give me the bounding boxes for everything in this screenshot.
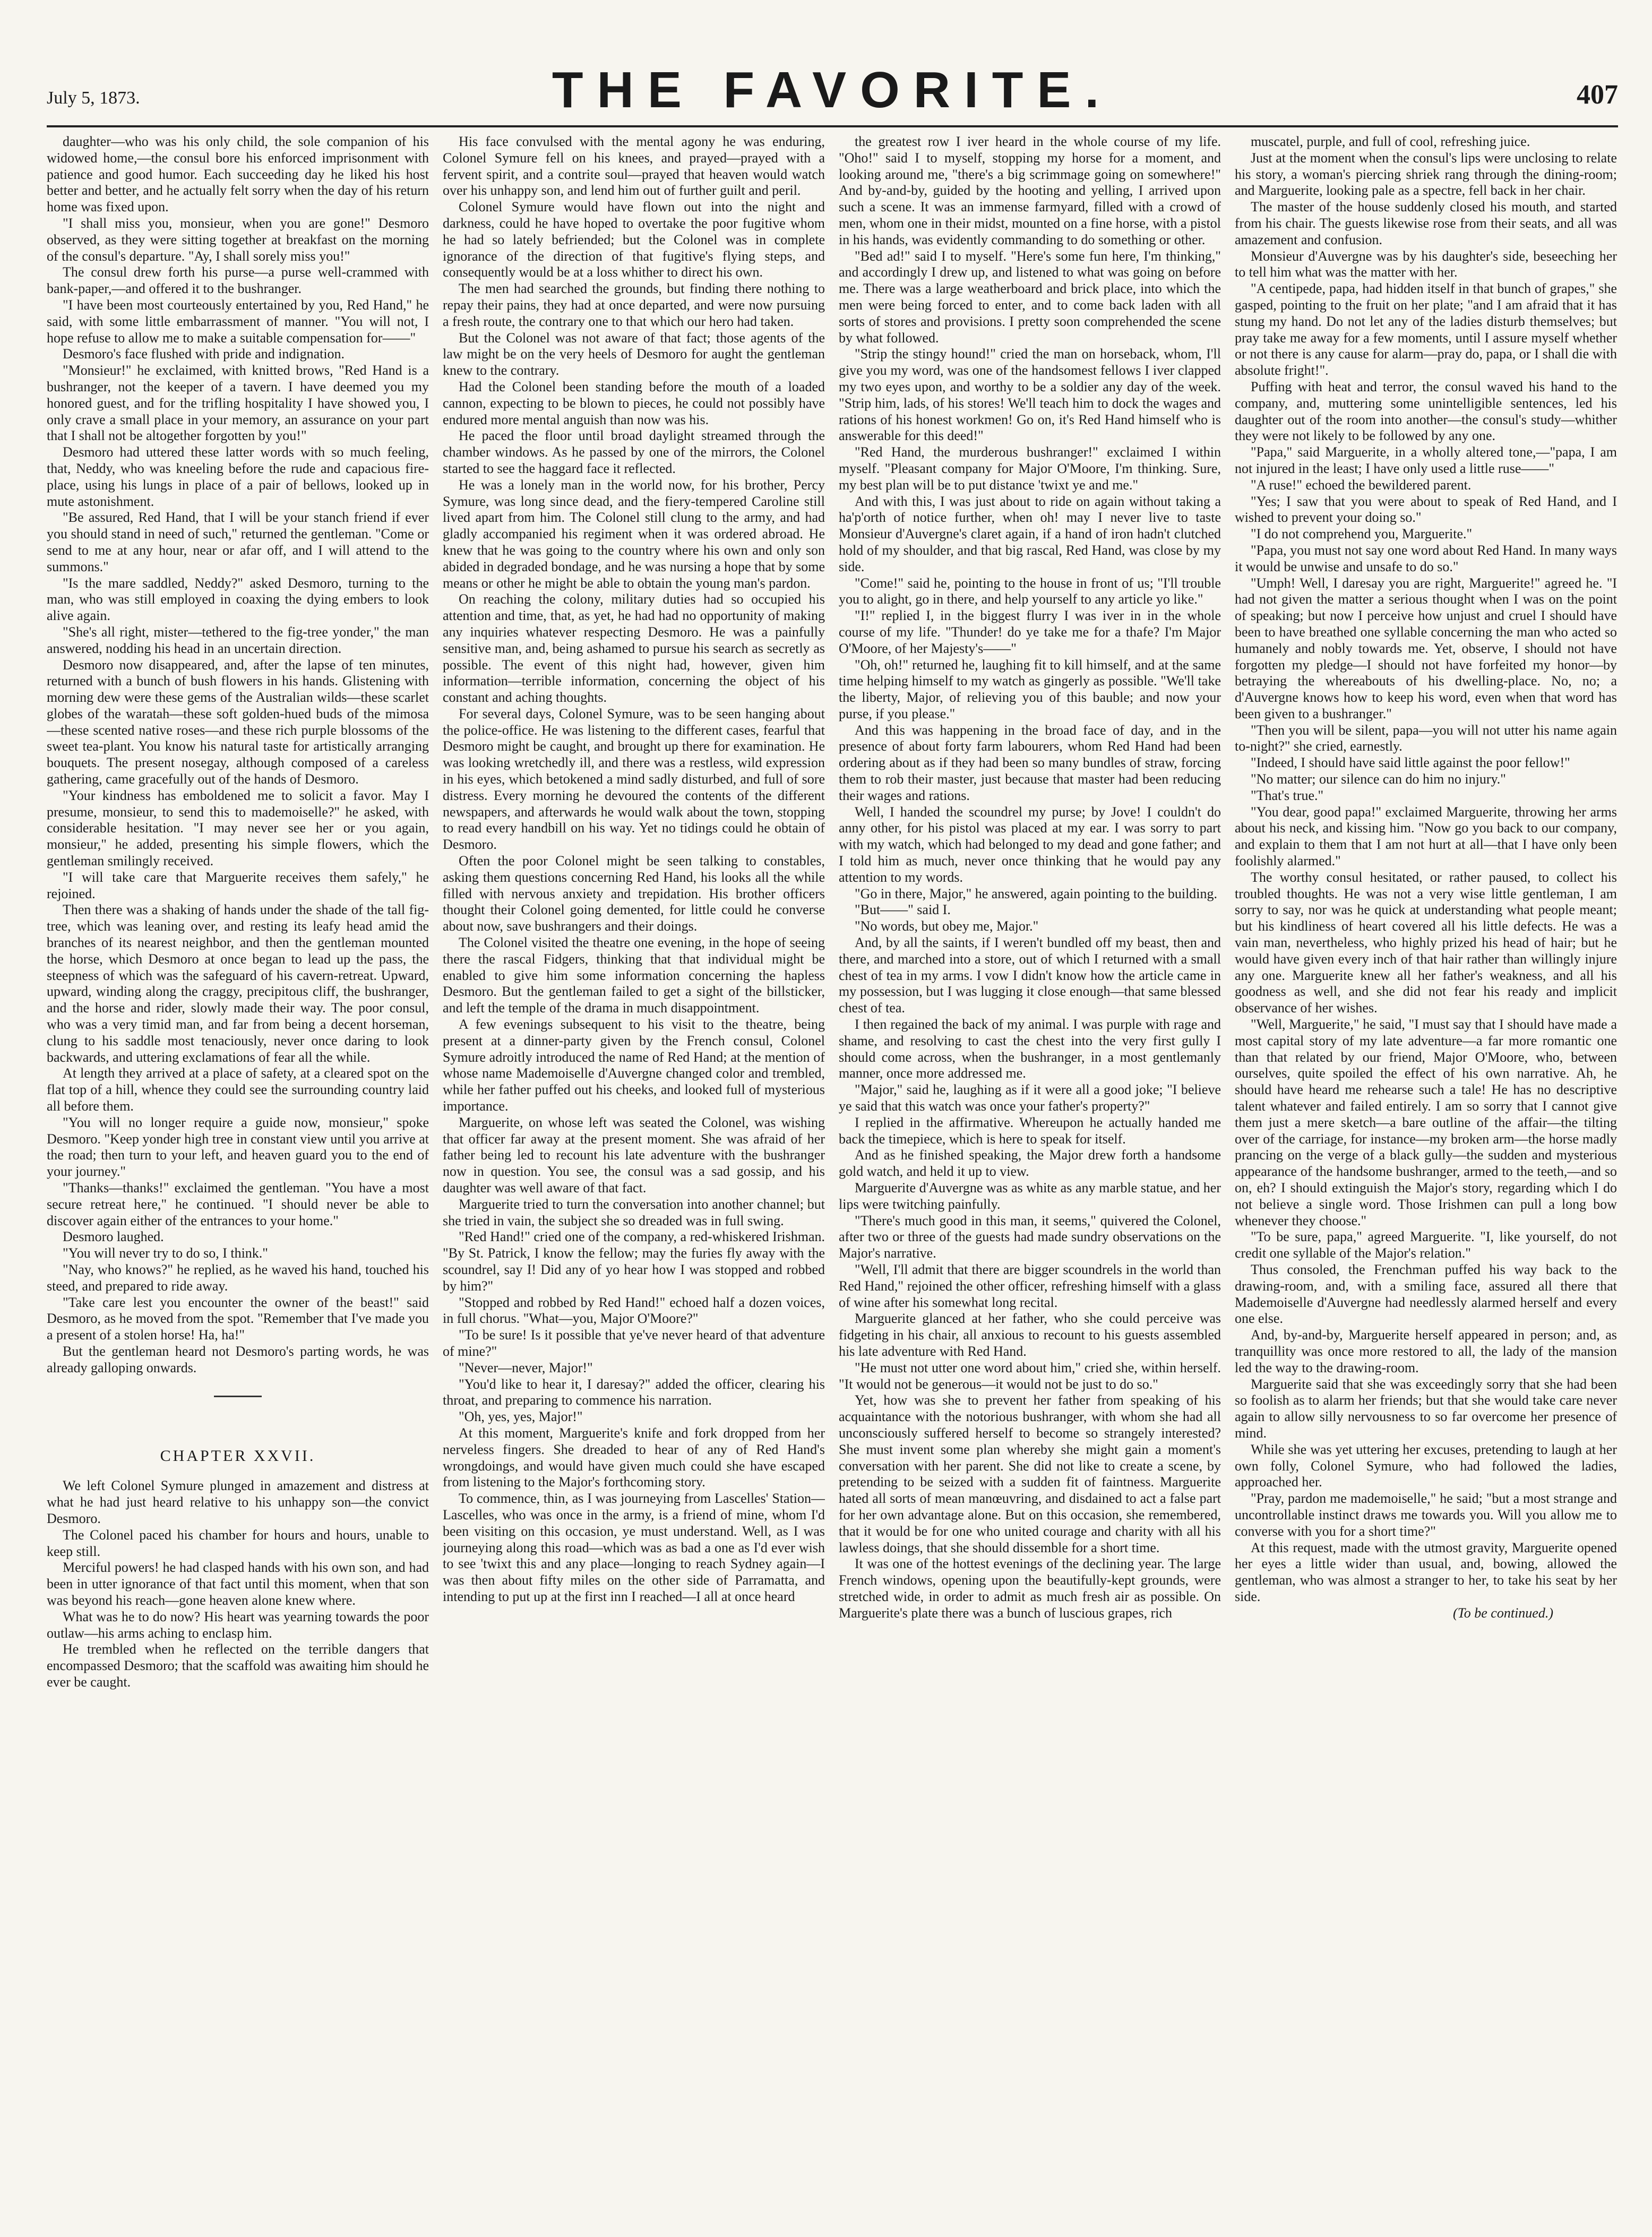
- column-2: [443, 134, 825, 2193]
- paragraph: Often the poor Colonel might be seen talking to constables, asking them questions concerning Red Hand, his looks all the while filled with nervous anxiety and trepidation. His brother officers thought their Colonel going demented, for little could he converse about now, save bushrangers and their doings.: [443, 853, 825, 934]
- paragraph: Desmoro had uttered these latter words with so much feeling, that, Neddy, who was kneeling before the rude and capacious fire-place, using his lungs in place of a pair of bellows, looked up in mute astonishment.: [47, 444, 429, 509]
- paragraph: "He must not utter one word about him," cried she, within herself. "It would not be generous—it would not be just to do so.": [839, 1360, 1221, 1392]
- paragraph: It was one of the hottest evenings of the declining year. The large French windows, opening upon the beautifully-kept grounds, were stretched wide, in order to admit as much fresh air as possible. On Marguerite's plate there was a bunch of luscious grapes, rich: [839, 1556, 1221, 1621]
- paragraph: "Yes; I saw that you were about to speak of Red Hand, and I wished to prevent your doing so.": [1235, 493, 1617, 526]
- paragraph: "Thanks—thanks!" exclaimed the gentleman. "You have a most secure retreat here," he continued. "I should never be able to discover again either of the entrances to your home.": [47, 1180, 429, 1228]
- paragraph: The worthy consul hesitated, or rather paused, to collect his troubled thoughts. He was not a very wise little gentleman, I am sorry to say, nor was he quick at understanding what people meant; but his kindliness of heart covered all his little defects. He was a vain man, nevertheless, who highly prized his head of hair; but he would have given every inch of that hair rather than willingly injure any one. Marguerite knew all her father's weakness, and all his goodness as well, and she did not fear his ready and implicit observance of her wishes.: [1235, 869, 1617, 1016]
- paragraph: The men had searched the grounds, but finding there nothing to repay their pains, they had at once departed, and were now pursuing a fresh route, the contrary one to that which our hero had taken.: [443, 281, 825, 329]
- publication-title: THE FAVORITE.: [552, 62, 1113, 118]
- column-1: [47, 134, 429, 2193]
- paragraph: And, by all the saints, if I weren't bundled off my beast, then and there, and marched into a store, out of which I returned with a small chest of tea in my arms. I vow I didn't know how the article came in my possession, but I was lugging it close enough—that same blessed chest of tea.: [839, 935, 1221, 1016]
- paragraph: And as he finished speaking, the Major drew forth a handsome gold watch, and held it up to view.: [839, 1147, 1221, 1180]
- issue-date: July 5, 1873.: [47, 88, 140, 108]
- paragraph: At this moment, Marguerite's knife and fork dropped from her nerveless fingers. She dreaded to hear of any of Red Hand's wrongdoings, and would have given much could she have escaped from listening to the Major's forthcoming story.: [443, 1425, 825, 1490]
- paragraph: "Papa," said Marguerite, in a wholly altered tone,—"papa, I am not injured in the least; I have only used a little ruse——": [1235, 444, 1617, 476]
- paragraph: "Oh, yes, yes, Major!": [459, 1409, 583, 1425]
- paragraph: Marguerite, on whose left was seated the Colonel, was wishing that officer far away at the present moment. She was afraid of her father being led to recount his late adventure with the bushranger now in question. You see, the consul was a sad gossip, and his daughter was well aware of that fact.: [443, 1114, 825, 1195]
- column-3: [839, 134, 1221, 2193]
- paragraph: "Stopped and robbed by Red Hand!" echoed half a dozen voices, in full chorus. "What—you, Major O'Moore?": [443, 1294, 825, 1327]
- paragraph: "Strip the stingy hound!" cried the man on horseback, whom, I'll give you my word, was one of the handsomest fellows I iver clapped my two eyes upon, and worthy to be a soldier any day of the week. "Strip him, lads, of his stores! We'll teach him to dock the wages and rations of his honest workmen! Go on, it's Red Hand himself who is answerable for this deed!": [839, 346, 1221, 444]
- paragraph: "Oh, oh!" returned he, laughing fit to kill himself, and at the same time helping himself to my watch as gingerly as possible. "We'll take the liberty, Major, of relieving you of this bauble; and now your purse, if you please.": [839, 657, 1221, 721]
- paragraph: For several days, Colonel Symure, was to be seen hanging about the police-office. He was listening to the different cases, fearful that Desmoro might be caught, and brought up there for examination. He was looking wretchedly ill, and there was a restless, wild expression in his eyes, which betokened a mind sadly disturbed, and full of sore distress. Every morning he devoured the contents of the different newspapers, and afterwards he would walk about the town, stopping to read every handbill on his way. Yet no tidings could he obtain of Desmoro.: [443, 705, 825, 853]
- paragraph: "You will no longer require a guide now, monsieur," spoke Desmoro. "Keep yonder high tree in constant view until you arrive at the road; then turn to your left, and heaven guard you to the end of your journey.": [47, 1114, 429, 1180]
- paragraph: "Be assured, Red Hand, that I will be your stanch friend if ever you should stand in need of such," returned the gentleman. "Come or send to me at any hour, near or afar off, and I will attend to the summons.": [47, 510, 429, 574]
- paragraph: "I shall miss you, monsieur, when you are gone!" Desmoro observed, as they were sitting together at breakfast on the morning of the consul's departure. "Ay, I shall sorely miss you!": [47, 215, 429, 264]
- paragraph: "Come!" said he, pointing to the house in front of us; "I'll trouble you to alight, go in there, and help yourself to any article yo like.": [839, 575, 1221, 607]
- paragraph: "Well, I'll admit that there are bigger scoundrels in the world than Red Hand," rejoined the other officer, refreshing himself with a glass of wine after his somewhat long recital.: [839, 1261, 1221, 1310]
- chapter-break: [47, 1396, 429, 1465]
- paragraph: Marguerite said that she was exceedingly sorry that she had been so foolish as to alarm her friends; but that she would take care never again to allow silly nervousness to so far overcome her presence of mind.: [1235, 1376, 1617, 1441]
- paragraph: "Go in there, Major," he answered, again pointing to the building.: [855, 885, 1218, 901]
- paragraph: "You will never try to do so, I think.": [63, 1245, 268, 1261]
- paragraph: "Take care lest you encounter the owner of the beast!" said Desmoro, as he moved from the spot. "Remember that I've made you a present of a stolen horse! Ha, ha!": [47, 1294, 429, 1343]
- page-number: 407: [1577, 80, 1618, 110]
- paragraph: "You dear, good papa!" exclaimed Marguerite, throwing her arms about his neck, and kissing him. "Now go you back to our company, and explain to them that I am not hurt at all—that I have only been foolishly alarmed.": [1235, 804, 1617, 869]
- paragraph: To commence, thin, as I was journeying from Lascelles' Station—Lascelles, who was once in the army, is a friend of mine, whom I'd been visiting on this occasion, ye must understand. Well, as I was journeying along this road—which was as bad a one as I'd ever wish to see 'twixt this and any place—longing to reach Sydney again—I was then about fifty miles on the other side of Parramatta, and intending to put up at the first inn I reached—I all at once heard: [443, 1491, 825, 1604]
- paragraph: At this request, made with the utmost gravity, Marguerite opened her eyes a little wider than usual, and, bowing, allowed the gentleman, who was almost a stranger to her, to take his seat by her side.: [1235, 1539, 1617, 1604]
- paragraph: On reaching the colony, military duties had so occupied his attention and time, that, as yet, he had had no opportunity of making any inquiries whatever respecting Desmoro. He was a painfully sensitive man, and, being ashamed to pursue his search as secretly as possible. The event of this night had, however, given him information—terrible information, concerning the object of his constant and aching thoughts.: [443, 591, 825, 705]
- paragraph: "Bed ad!" said I to myself. "Here's some fun here, I'm thinking," and accordingly I drew up, and listened to what was going on before me. There was a large weatherboard and brick place, into which the men were being forced to enter, and to come back laden with all sorts of stores and provisions. I pretty soon comprehended the scene by what followed.: [839, 248, 1221, 346]
- paragraph: I replied in the affirmative. Whereupon he actually handed me back the timepiece, which is here to speak for itself.: [839, 1114, 1221, 1147]
- paragraph: Monsieur d'Auvergne was by his daughter's side, beseeching her to tell him what was the matter with her.: [1235, 248, 1617, 280]
- paragraph: "Major," said he, laughing as if it were all a good joke; "I believe ye said that this watch was once your father's property?": [839, 1082, 1221, 1114]
- paragraph: Well, I handed the scoundrel my purse; by Jove! I couldn't do anny other, for his pistol was placed at my ear. I was sorry to part with my watch, which had belonged to my dead and gone father; and I told him as much, never once thinking that he would pay any attention to my words.: [839, 804, 1221, 885]
- paragraph: "Well, Marguerite," he said, "I must say that I should have made a most capital story of my late adventure—a far more romantic one than that related by our friend, Major O'Moore, who, between ourselves, quite spoiled the effect of his own narrative. Ah, he should have heard me rehearse such a tale! He has no descriptive talent whatever and failed entirely. I am so sorry that I cannot give them just a mere sketch—a bare outline of the affair—the tilting over of the carriage, for instance—my broken arm—the horse madly prancing on the verge of a black gully—the sudden and mysterious appearance of the handsome bushranger, armed to the teeth,—and so on, eh? I should extinguish the Major's story, regarding which I do not believe a single word. Those Irishmen can pull a long bow whenever they choose.": [1235, 1017, 1617, 1228]
- paragraph: Colonel Symure would have flown out into the night and darkness, could he have hoped to overtake the poor fugitive whom he had so lately befriended; but the Colonel was in complete ignorance of the direction of that fugitive's flying steps, and consequently would be at a loss whither to direct his own.: [443, 199, 825, 280]
- paragraph: Then there was a shaking of hands under the shade of the tall fig-tree, which was leaning over, and resting its leafy head amid the branches of its nearest neighbor, and then the gentleman mounted the horse, which Desmoro at once began to lead up the pass, the steepness of which was the safeguard of his cavern-retreat. Upward, upward, winding along the craggy, precipitous cliff, the bushranger, and the horse and rider, slowly made their way. The poor consul, who was a very timid man, and far from being a decent horseman, clung to his saddle most tenaciously, never once daring to look backwards, and uttering exclamations of fear all the while.: [47, 902, 429, 1065]
- paragraph: "Pray, pardon me mademoiselle," he said; "but a most strange and uncontrollable instinct draws me towards you. Will you allow me to converse with you for a short time?": [1235, 1491, 1617, 1539]
- paragraph: "Red Hand, the murderous bushranger!" exclaimed I within myself. "Pleasant company for Major O'Moore, I'm thinking. Sure, my best plan will be to put distance 'twixt ye and me.": [839, 444, 1221, 493]
- paragraph: The master of the house suddenly closed his mouth, and started from his chair. The guests likewise rose from their seats, and all was amazement and confusion.: [1235, 199, 1617, 247]
- paragraph: We left Colonel Symure plunged in amazement and distress at what he had just heard relative to his unhappy son—the convict Desmoro.: [47, 1478, 429, 1526]
- paragraph: He trembled when he reflected on the terrible dangers that encompassed Desmoro; that the scaffold was awaiting him should he ever be caught.: [47, 1641, 429, 1690]
- paragraph: Yet, how was she to prevent her father from speaking of his acquaintance with the notorious bushranger, with whom she had all unconsciously suffered herself to become so strangely interested? She must invent some plan whereby she might gain a moment's conversation with her parent. She did not like to create a scene, by pretending to be seized with a sudden fit of faintness. Marguerite hated all sorts of mean manœuvring, and disdained to act a false part for her own advantage alone. But on this occasion, she remembered, that it would be for one who united courage and charity with all his lawless doings, that she should dissemble for a short time.: [839, 1392, 1221, 1555]
- paragraph: Thus consoled, the Frenchman puffed his way back to the drawing-room, and, with a smiling face, assured all there that Mademoiselle d'Auvergne had needlessly alarmed herself and every one else.: [1235, 1261, 1617, 1327]
- paragraph: And, by-and-by, Marguerite herself appeared in person; and, as tranquillity was once more restored to all, the lady of the mansion led the way to the drawing-room.: [1235, 1327, 1617, 1375]
- paragraph: He was a lonely man in the world now, for his brother, Percy Symure, was long since dead, and the fiery-tempered Caroline still lived apart from him. The Colonel still clung to the army, and had gladly accompanied his regiment when it was ordered abroad. He knew that he was going to the country where his own and only son abided in degraded bondage, and he was nursing a hope that by some means or other he might be able to obtain the young man's pardon.: [443, 477, 825, 591]
- paragraph: "Indeed, I should have said little against the poor fellow!": [1251, 755, 1570, 771]
- to-be-continued: (To be continued.): [1453, 1605, 1553, 1621]
- paragraph: "You'd like to hear it, I daresay?" added the officer, clearing his throat, and preparing to commence his narration.: [443, 1376, 825, 1408]
- paragraph: Just at the moment when the consul's lips were unclosing to relate his story, a woman's piercing shriek rang through the dining-room; and Marguerite, looking pale as a spectre, fell back in her chair.: [1235, 150, 1617, 199]
- paragraph: Marguerite d'Auvergne was as white as any marble statue, and her lips were twitching painfully.: [839, 1180, 1221, 1212]
- paragraph: "I do not comprehend you, Marguerite.": [1251, 526, 1473, 542]
- paragraph: "She's all right, mister—tethered to the fig-tree yonder," the man answered, nodding his head in an uncertain direction.: [47, 624, 429, 656]
- chapter-divider: [214, 1396, 262, 1397]
- masthead: [47, 63, 1618, 120]
- paragraph: And this was happening in the broad face of day, and in the presence of about forty farm labourers, whom Red Hand had been ordering about as if they had been so many bundles of straw, forcing them to rob their master, just because that master had been reducing their wages and rations.: [839, 722, 1221, 803]
- paragraph: "Then you will be silent, papa—you will not utter his name again to-night?" she cried, earnestly.: [1235, 722, 1617, 754]
- chapter-heading: CHAPTER XXVII.: [160, 1447, 316, 1465]
- masthead-rule: [47, 125, 1618, 127]
- paragraph: "But——" said I.: [855, 902, 951, 918]
- paragraph: Puffing with heat and terror, the consul waved his hand to the company, and, muttering some unintelligible sentences, led his daughter out of the room into another—the consul's study—whither they were not likely to be followed by any one.: [1235, 378, 1617, 444]
- paragraph: Marguerite glanced at her father, who she could perceive was fidgeting in his chair, all anxious to recount to his guests assembled his late adventure with Red Hand.: [839, 1311, 1221, 1359]
- paragraph: "A ruse!" echoed the bewildered parent.: [1251, 477, 1472, 493]
- paragraph: "There's much good in this man, it seems," quivered the Colonel, after two or three of the guests had made sundry observations on the Major's narrative.: [839, 1212, 1221, 1261]
- paragraph: "Your kindness has emboldened me to solicit a favor. May I presume, monsieur, to send this to mademoiselle?" he asked, with considerable hesitation. "I may never see her or you again, monsieur," he added, presenting his simple flowers, which the gentleman smilingly received.: [47, 787, 429, 869]
- paragraph: While she was yet uttering her excuses, pretending to laugh at her own folly, Colonel Symure, who had followed the ladies, approached her.: [1235, 1441, 1617, 1490]
- paragraph: He paced the floor until broad daylight streamed through the chamber windows. As he passed by one of the mirrors, the Colonel started to see the haggard face it reflected.: [443, 428, 825, 476]
- paragraph: The consul drew forth his purse—a purse well-crammed with bank-paper,—and offered it to the bushranger.: [47, 264, 429, 297]
- article-columns: [47, 134, 1618, 2193]
- paragraph: "No words, but obey me, Major.": [855, 918, 1039, 934]
- paragraph: "A centipede, papa, had hidden itself in that bunch of grapes," she gasped, pointing to the fruit on her plate; "and I am afraid that it has stung my hand. Do not let any of the ladies disturb themselves; but pray take me away for a few moments, until I assure myself whether or not there is any cause for alarm—pray do, papa, or I shall die with absolute fright!".: [1235, 281, 1617, 378]
- paragraph: And with this, I was just about to ride on again without taking a ha'p'orth of notice further, when oh! may I never live to taste Monsieur d'Auvergne's claret again, if a hand of iron hadn't clutched hold of my shoulder, and that big rascal, Red Hand, was close by my side.: [839, 493, 1221, 574]
- paragraph: Had the Colonel been standing before the mouth of a loaded cannon, expecting to be blown to pieces, he could not possibly have endured more mental anguish than now was his.: [443, 378, 825, 427]
- paragraph: "Papa, you must not say one word about Red Hand. In many ways it would be unwise and unsafe to do so.": [1235, 542, 1617, 574]
- paragraph: "To be sure! Is it possible that ye've never heard of that adventure of mine?": [443, 1327, 825, 1359]
- paragraph: "Monsieur!" he exclaimed, with knitted brows, "Red Hand is a bushranger, not the keeper of a tavern. I have deemed you my honored guest, and for the trifling hospitality I have showed you, I only crave a small place in your memory, an assurance on your part that I shall not be altogether forgotten by you!": [47, 363, 429, 444]
- paragraph: "That's true.": [1251, 787, 1324, 803]
- paragraph: Marguerite tried to turn the conversation into another channel; but she tried in vain, the subject she so dreaded was in full swing.: [443, 1196, 825, 1228]
- paragraph: His face convulsed with the mental agony he was enduring, Colonel Symure fell on his knees, and prayed—prayed with a fervent spirit, and a contrite soul—prayed that heaven would watch over his unhappy son, and lend him out of further guilt and peril.: [443, 134, 825, 199]
- paragraph: "Is the mare saddled, Neddy?" asked Desmoro, turning to the man, who was still employed in coaxing the dying embers to look alive again.: [47, 575, 429, 624]
- paragraph: The Colonel paced his chamber for hours and hours, unable to keep still.: [47, 1527, 429, 1559]
- column-4: [1235, 134, 1617, 2193]
- paragraph: "To be sure, papa," agreed Marguerite. "I, like yourself, do not credit one syllable of the Major's relation.": [1235, 1229, 1617, 1261]
- paragraph: Desmoro laughed.: [63, 1229, 164, 1245]
- paragraph: But the gentleman heard not Desmoro's parting words, he was already galloping onwards.: [47, 1343, 429, 1375]
- paragraph: "I!" replied I, in the biggest flurry I was iver in in the whole course of my life. "Thunder! do ye take me for a thafe? I'm Major O'Moore, of her Majesty's——": [839, 608, 1221, 656]
- paragraph: But the Colonel was not aware of that fact; those agents of the law might be on the very heels of Desmoro for aught the gentleman knew to the contrary.: [443, 330, 825, 378]
- paragraph: "Umph! Well, I daresay you are right, Marguerite!" agreed he. "I had not given the matter a serious thought when I was on the point of speaking; but now I perceive how unjust and cruel I should have been to have breathed one syllable concerning the man who acted so humanely and nobly towards me. Yet, observe, I should not have forgotten my pledge—I should not have forfeited my honor—by betraying the whereabouts of his dwelling-place. No, no; a d'Auvergne knows how to keep his word, even when that word has been given to a bushranger.": [1235, 575, 1617, 721]
- paragraph: "No matter; our silence can do him no injury.": [1251, 771, 1506, 787]
- paragraph: "Red Hand!" cried one of the company, a red-whiskered Irishman. "By St. Patrick, I know the fellow; may the furies fly away with the scoundrel, say I! Did any of yo hear how I was stopped and robbed by him?": [443, 1229, 825, 1294]
- paragraph: "I will take care that Marguerite receives them safely," he rejoined.: [47, 869, 429, 901]
- paragraph: A few evenings subsequent to his visit to the theatre, being present at a dinner-party given by the French consul, Colonel Symure adroitly introduced the name of Red Hand; at the mention of whose name Mademoiselle d'Auvergne changed color and trembled, while her father puffed out his cheeks, and looked full of mysterious importance.: [443, 1017, 825, 1114]
- paragraph: Desmoro now disappeared, and, after the lapse of ten minutes, returned with a bunch of bush flowers in his hands. Glistening with morning dew were these gems of the Australian wilds—these scarlet globes of the waratah—these soft golden-hued buds of the mimosa—these scented native roses—and these rich purple blossoms of the sweet tea-plant. You know his natural taste for artistically arranging bouquets. The present nosegay, although composed of a careless gathering, came gracefully out of the hands of Desmoro.: [47, 657, 429, 787]
- paragraph: "Nay, who knows?" he replied, as he waved his hand, touched his steed, and prepared to ride away.: [47, 1261, 429, 1294]
- paragraph: "I have been most courteously entertained by you, Red Hand," he said, with some little embarrassment of manner. "You will not, I hope refuse to allow me to make a suitable compensation for——": [47, 297, 429, 346]
- paragraph: Merciful powers! he had clasped hands with his own son, and had been in utter ignorance of that fact until this moment, when that son was beyond his reach—gone heaven alone knew where.: [47, 1560, 429, 1608]
- paragraph: the greatest row I iver heard in the whole course of my life. "Oho!" said I to myself, stopping my horse for a moment, and looking around me, "there's a big scrimmage going on somewhere!" And by-and-by, guided by the hooting and yelling, I arrived upon such a scene. It was an immense farmyard, filled with a crowd of men, whom one in their midst, mounted on a fine horse, with a pistol in his hands, was evidently commanding to do something or other.: [839, 134, 1221, 247]
- paragraph: At length they arrived at a place of safety, at a cleared spot on the flat top of a hill, whence they could see the surrounding country laid all before them.: [47, 1065, 429, 1114]
- paragraph: The Colonel visited the theatre one evening, in the hope of seeing there the rascal Fidgers, thinking that that individual might be enabled to give him some information concerning the hapless Desmoro. But the gentleman failed to get a sight of the billsticker, and left the temple of the drama in much disappointment.: [443, 935, 825, 1016]
- paragraph: Desmoro's face flushed with pride and indignation.: [63, 346, 345, 362]
- paragraph: muscatel, purple, and full of cool, refreshing juice.: [1251, 134, 1530, 149]
- paragraph: "Never—never, Major!": [459, 1360, 593, 1375]
- paragraph: I then regained the back of my animal. I was purple with rage and shame, and resolving to cast the chest into the very first gully I should come across, when the bushranger, in a most gentlemanly manner, once more addressed me.: [839, 1017, 1221, 1081]
- paragraph: daughter—who was his only child, the sole companion of his widowed home,—the consul bore his enforced imprisonment with patience and good humor. Each succeeding day he liked his host better and better, and he actually felt sorry when the day of his return home was fixed upon.: [47, 134, 429, 215]
- paragraph: What was he to do now? His heart was yearning towards the poor outlaw—his arms aching to enclasp him.: [47, 1608, 429, 1641]
